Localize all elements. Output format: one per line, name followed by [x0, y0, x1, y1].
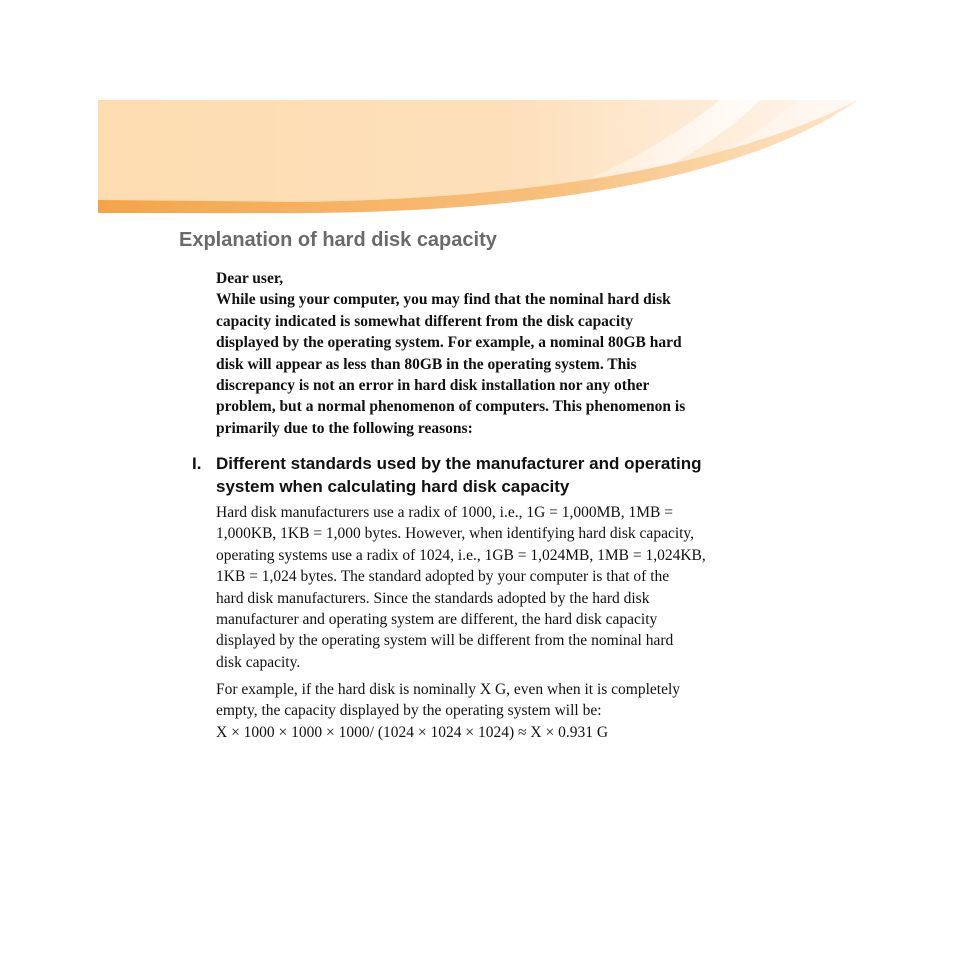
intro-line: capacity indicated is somewhat different from the disk capacity — [216, 312, 634, 330]
page-title: Explanation of hard disk capacity — [179, 229, 497, 251]
paragraph-line: displayed by the operating system will be different from the nominal hard — [216, 632, 674, 650]
intro-line: displayed by the operating system. For example, a nominal 80GB hard — [216, 334, 682, 352]
paragraph-line: manufacturer and operating system are different, the hard disk capacity — [216, 611, 658, 629]
paragraph-line: 1KB = 1,024 bytes. The standard adopted by your computer is that of the — [216, 568, 670, 586]
section-title-line: Different standards used by the manufacturer and operating — [216, 454, 702, 473]
paragraph-line: hard disk manufacturers. Since the standards adopted by the hard disk — [216, 589, 650, 607]
section-paragraph-1 — [216, 502, 776, 673]
intro-line: While using your computer, you may find that the nominal hard disk — [216, 291, 671, 309]
section-number: I. — [192, 454, 202, 473]
intro-line: discrepancy is not an error in hard disk installation nor any other — [216, 377, 650, 395]
paragraph-line: 1,000KB, 1KB = 1,000 bytes. However, when identifying hard disk capacity, — [216, 525, 695, 543]
intro-line: problem, but a normal phenomenon of computers. This phenomenon is — [216, 398, 686, 416]
paragraph-line: operating systems use a radix of 1024, i.e., 1GB = 1,024MB, 1MB = 1,024KB, — [216, 546, 706, 564]
paragraph-line: disk capacity. — [216, 653, 301, 671]
header-banner — [0, 0, 954, 230]
intro-line: Dear user, — [216, 270, 284, 287]
section-title — [216, 452, 702, 498]
paragraph-line: Hard disk manufacturers use a radix of 1000, i.e., 1G = 1,000MB, 1MB = — [216, 504, 674, 521]
paragraph-line: For example, if the hard disk is nominally X G, even when it is completely — [216, 681, 681, 698]
intro-text — [216, 268, 776, 439]
section-paragraph-2 — [216, 679, 776, 743]
formula-line: X × 1000 × 1000 × 1000/ (1024 × 1024 × 1024) ≈ X × 0.931 G — [216, 723, 609, 741]
intro-line: primarily due to the following reasons: — [216, 419, 473, 437]
paragraph-line: empty, the capacity displayed by the operating system will be: — [216, 702, 602, 720]
intro-line: disk will appear as less than 80GB in the operating system. This — [216, 355, 637, 373]
section-title-line: system when calculating hard disk capacity — [216, 477, 570, 496]
